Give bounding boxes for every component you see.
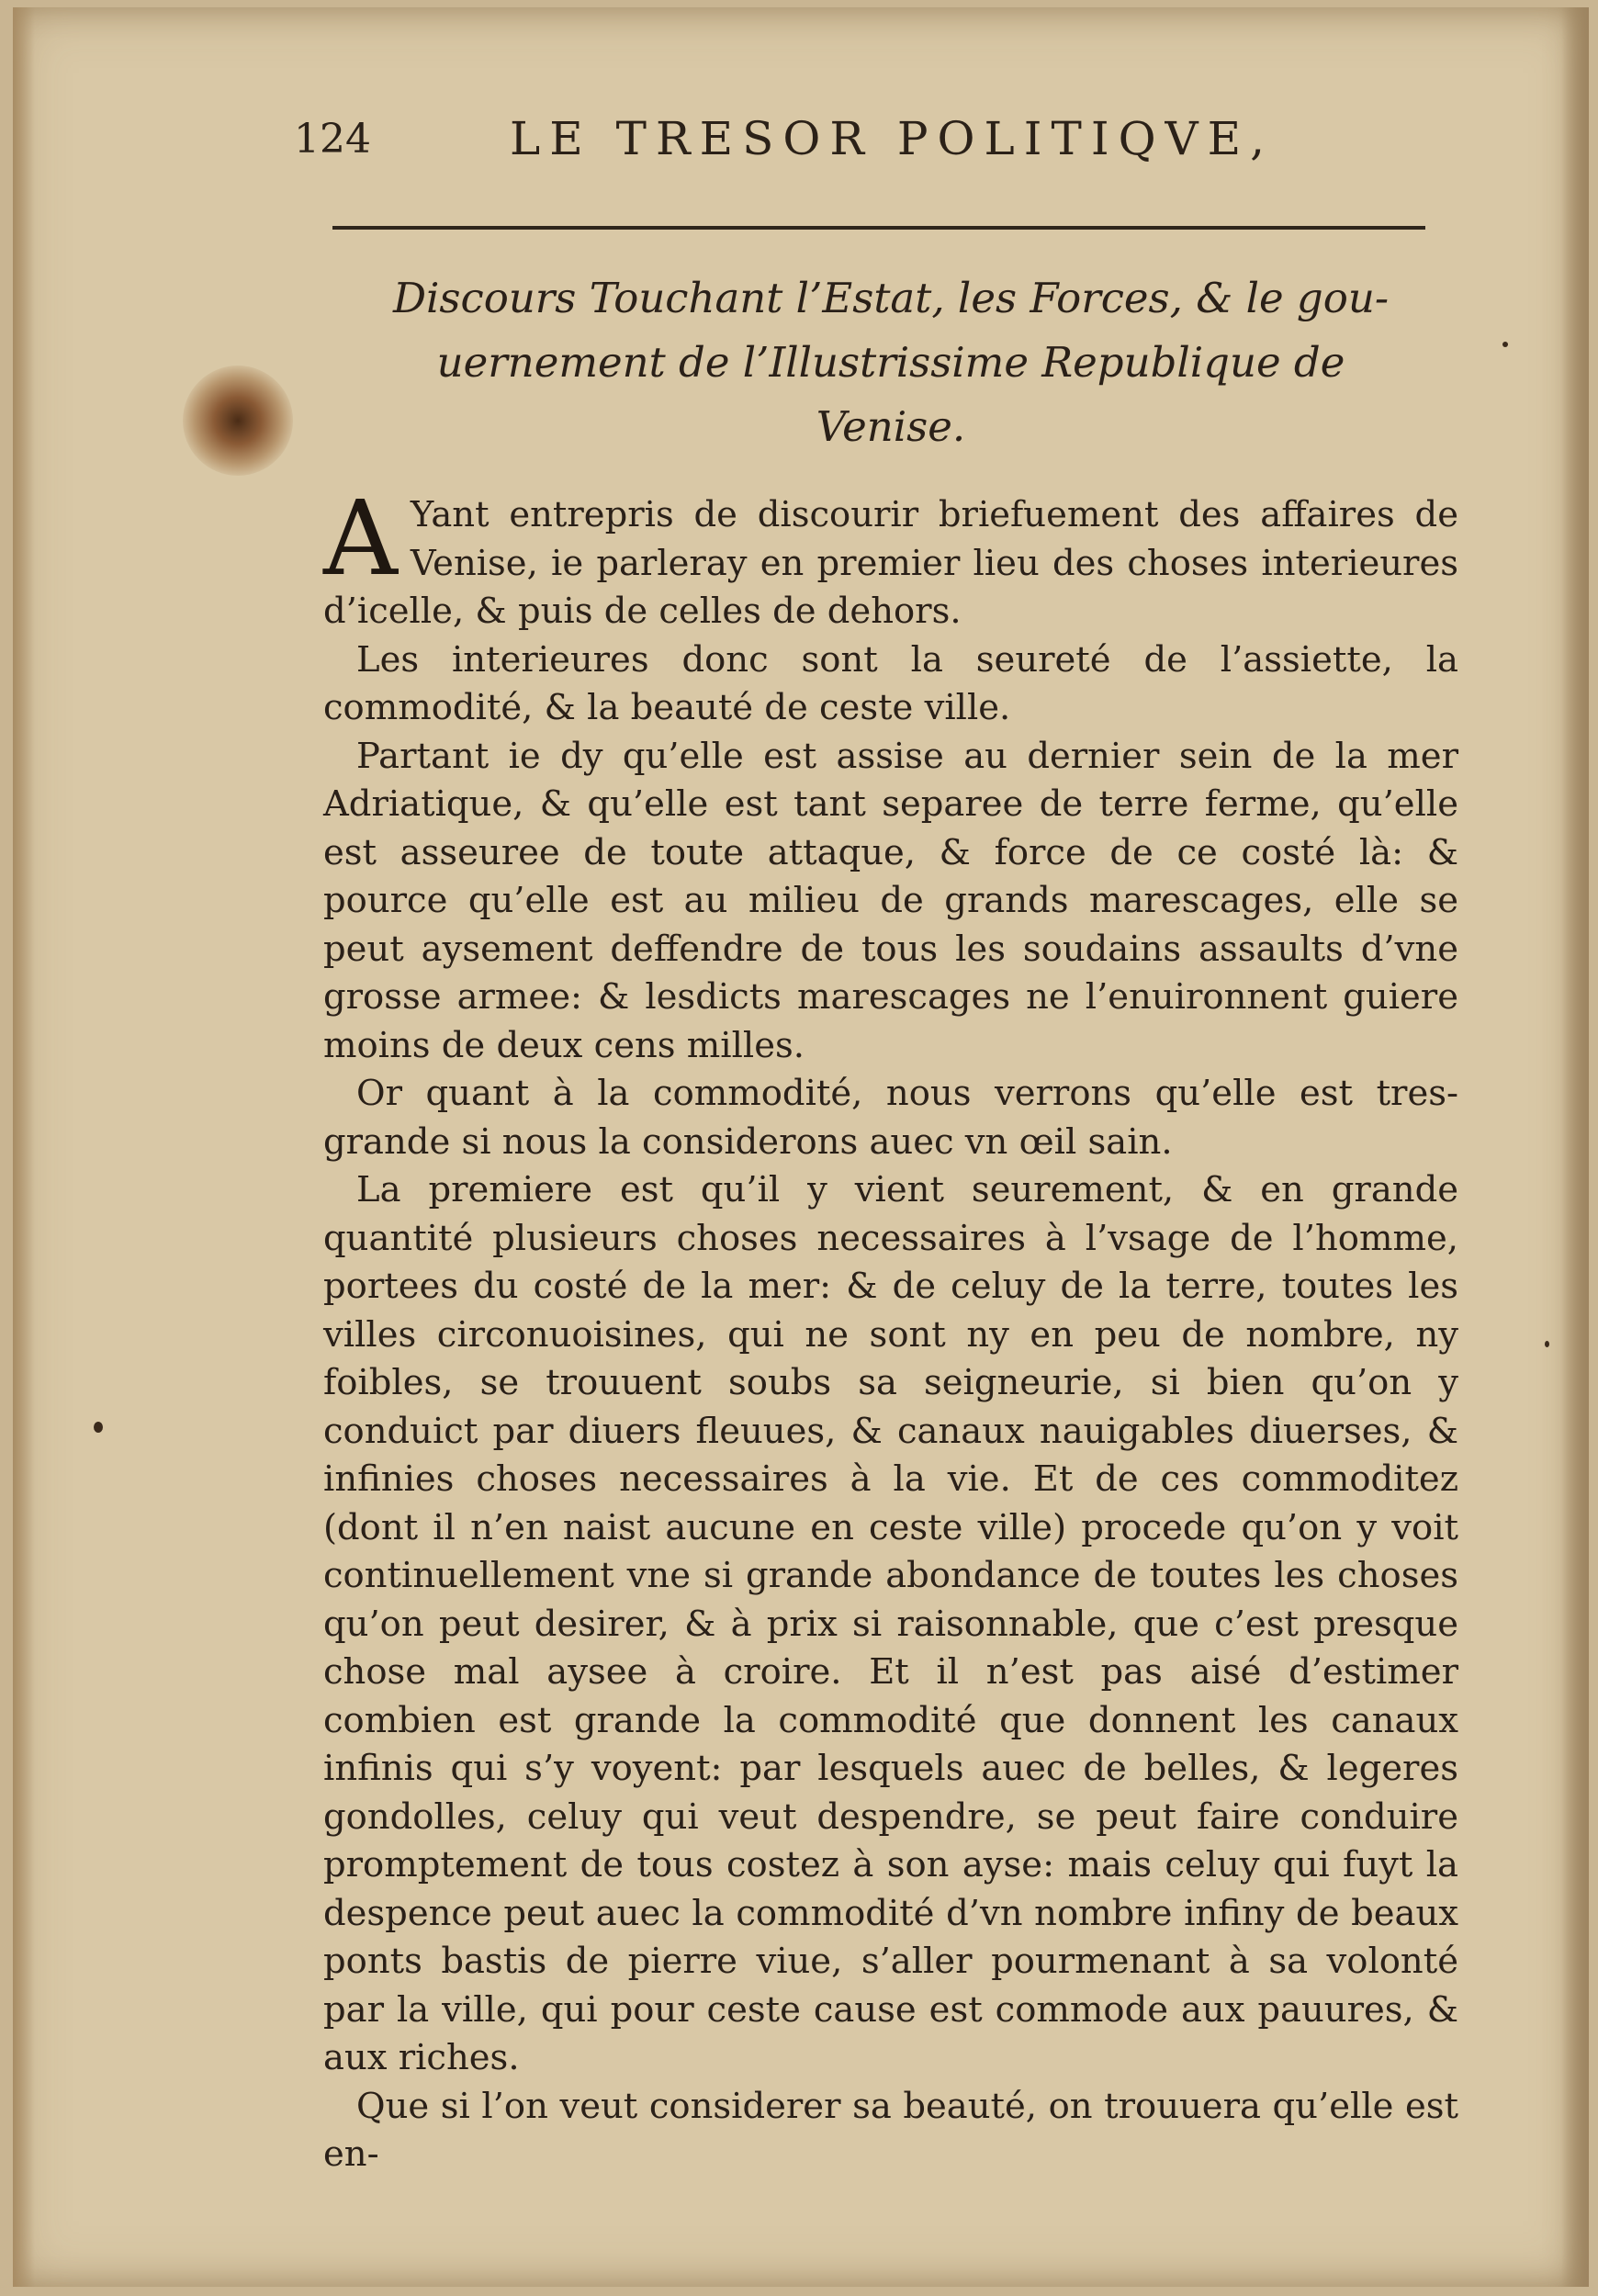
page-number: 124 [294,116,371,163]
ink-speck [94,1422,103,1433]
running-title: LE TRESOR POLITIQVE, [510,112,1275,165]
heading-line: uernement de l’Illustrissime Republique de [436,338,1345,387]
section-heading [349,266,1433,459]
paragraph: Or quant à la commodité, nous verrons qu’elle est tres-grande si nous la considerons auec vn œil sain. [323,1073,1458,1163]
paragraph: Partant ie dy qu’elle est assise au dernier sein de la mer Adriatique, & qu’elle est tant separee de terre ferme, qu’elle est asseuree de toute attaque, & force de ce costé là: & pource qu’elle est au milieu de grands marescages, elle se peut aysement deffendre de tous les soudains assaults d’vne grosse armee: & lesdicts marescages ne l’enuironnent guiere moins de deux cens milles. [323,735,1458,1066]
ink-stain [183,366,293,476]
ink-speck [1545,1341,1549,1347]
drop-cap: A [323,479,398,599]
running-header [294,108,1304,173]
paragraph-text: Yant entrepris de discourir briefuement des affaires de Venise, ie parleray en premier lieu des choses interieures d’icelle, & puis de celles de dehors. [323,494,1458,632]
paragraph: Les interieures donc sont la seureté de l’assiette, la commodité, & la beauté de ceste ville. [323,638,1458,728]
paragraph: La premiere est qu’il y vient seurement, & en grande quantité plusieurs choses necessaires à l’vsage de l’homme, portees du costé de la mer: & de celuy de la terre, toutes les villes circonuoisines, qui ne sont ny en peu de nombre, ny foibles, se trouuent soubs sa seigneurie, si bien qu’on y conduict par diuers fleuues, & canaux nauigables diuerses, & infinies choses necessaires à la vie. Et de ces commoditez (dont il n’en naist aucune en ceste ville) procede qu’on y voit continuellement vne si grande abondance de toutes les choses qu’on peut desirer, & à prix si raisonnable, que c’est presque chose mal aysee à croire. Et il n’est pas aisé d’estimer combien est grande la commodité que donnent les canaux infinis qui s’y voyent: par lesquels auec de belles, & legeres gondolles, celuy qui veut despendre, se peut faire conduire promptement de tous costez à son ayse: mais celuy qui fuyt la despence peut auec la commodité d’vn nombre infiny de beaux ponts bastis de pierre viue, s’aller pourmenant à sa volonté par la ville, qui pour ceste cause est commode aux pauures, & aux riches. [323,1169,1458,2078]
header-rule [332,226,1425,230]
paragraph: Que si l’on veut considerer sa beauté, on trouuera qu’elle est en- [323,2085,1458,2175]
paragraph [323,479,1458,636]
heading-line: Discours Touchant l’Estat, les Forces, & le gou- [392,274,1390,322]
page-edge-right [1561,7,1589,2287]
page-edge-left [13,7,35,2287]
body-text [323,479,1458,2179]
heading-line: Venise. [816,402,966,451]
ink-speck [1502,342,1508,347]
